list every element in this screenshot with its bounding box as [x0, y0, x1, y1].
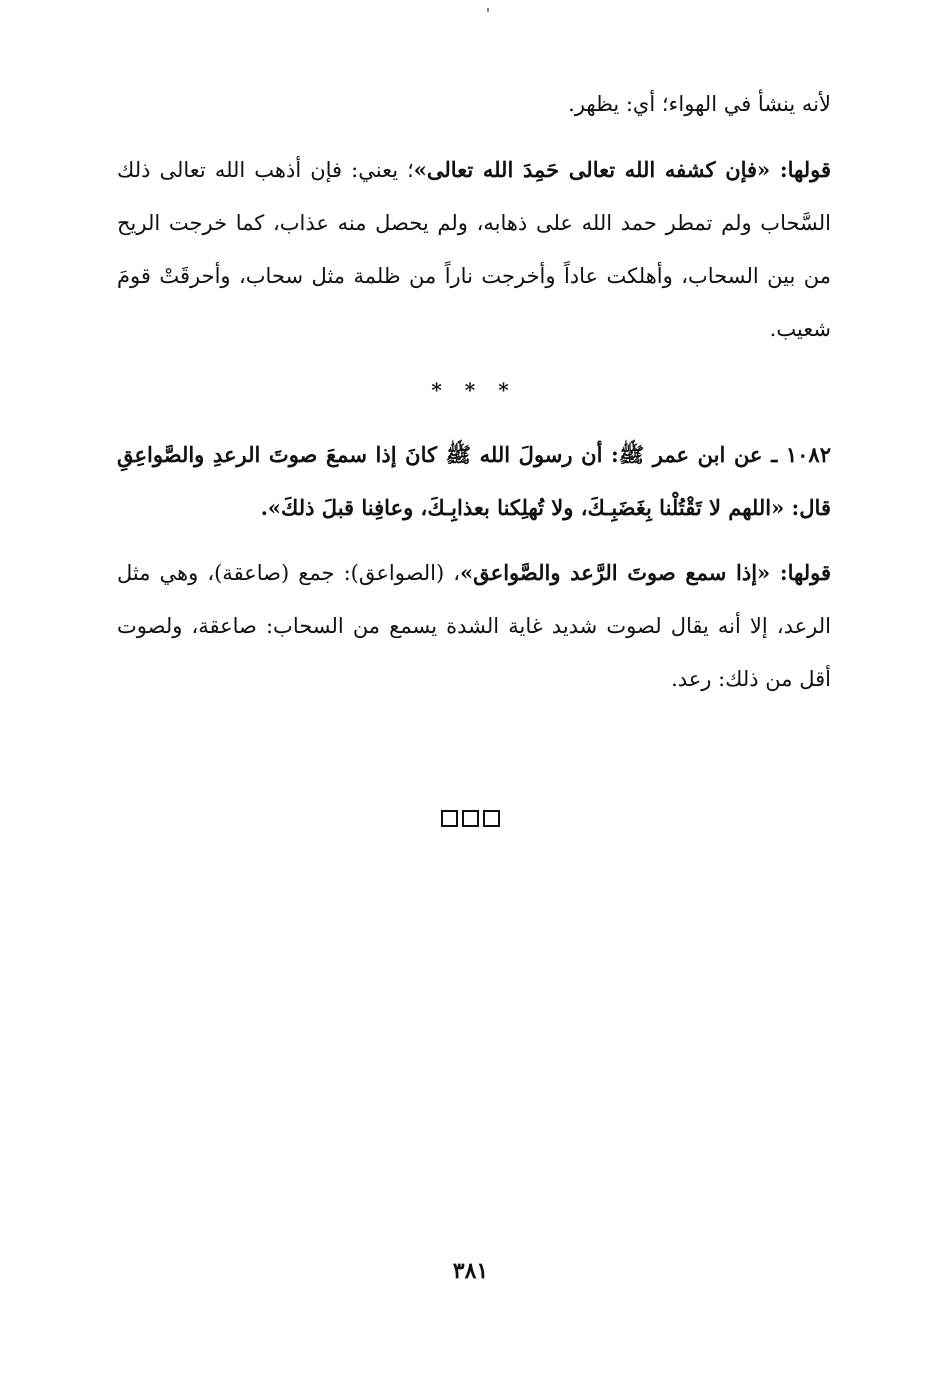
ornament-square-icon — [462, 810, 479, 827]
end-of-section-ornament — [0, 810, 941, 831]
paragraph-2 — [117, 143, 831, 356]
paragraph-2-label: قولها: — [770, 157, 831, 182]
paragraph-2-text: ؛ يعني: فإن أذهب الله تعالى ذلك السَّحاب ولم تمطر حمد الله على ذهابه، ولم يحصل منه عذاب، كما خرجت الريح من بين السحاب، وأهلكت عاداً وأخرجت ناراً من ظلمة مثل سحاب، وأحرقَتْ قومَ شعيب. — [117, 158, 831, 341]
hadith-paragraph: ١٠٨٢ ـ عن ابن عمر ﷺ: أن رسولَ الله ﷺ كانَ إذا سمعَ صوتَ الرعدِ والصَّواعِقِ قال: «اللهم لا تَقْتُلْنا بِغَضَبِـكَ، ولا تُهلِكنا بعذابِـكَ، وعافِنا قبلَ ذلكَ». — [117, 442, 831, 520]
page-number: ٣٨١ — [452, 1258, 489, 1284]
paragraph-3-quote: «إذا سمع صوتَ الرَّعد والصَّواعق» — [460, 560, 771, 585]
paragraph-3 — [117, 546, 831, 706]
paragraph-2-quote: «فإن كشفه الله تعالى حَمِدَ الله تعالى» — [413, 157, 771, 182]
spacer — [117, 534, 831, 546]
ornament-square-icon — [441, 810, 458, 827]
paragraph-1: لأنه ينشأ في الهواء؛ أي: يظهر. — [568, 92, 831, 116]
section-divider-stars: * * * — [431, 378, 517, 402]
paragraph-3-label: قولها: — [770, 560, 831, 585]
paragraph-3-text: ، (الصواعق): جمع (صاعقة)، وهي مثل الرعد، إلا أنه يقال لصوت شديد غاية الشدة يسمع من السحاب: صاعقة، ولصوت أقل من ذلك: رعد. — [117, 561, 831, 691]
spacer — [117, 131, 831, 143]
page-body — [117, 78, 831, 706]
ornament-square-icon — [483, 810, 500, 827]
scan-mark — [487, 8, 489, 12]
